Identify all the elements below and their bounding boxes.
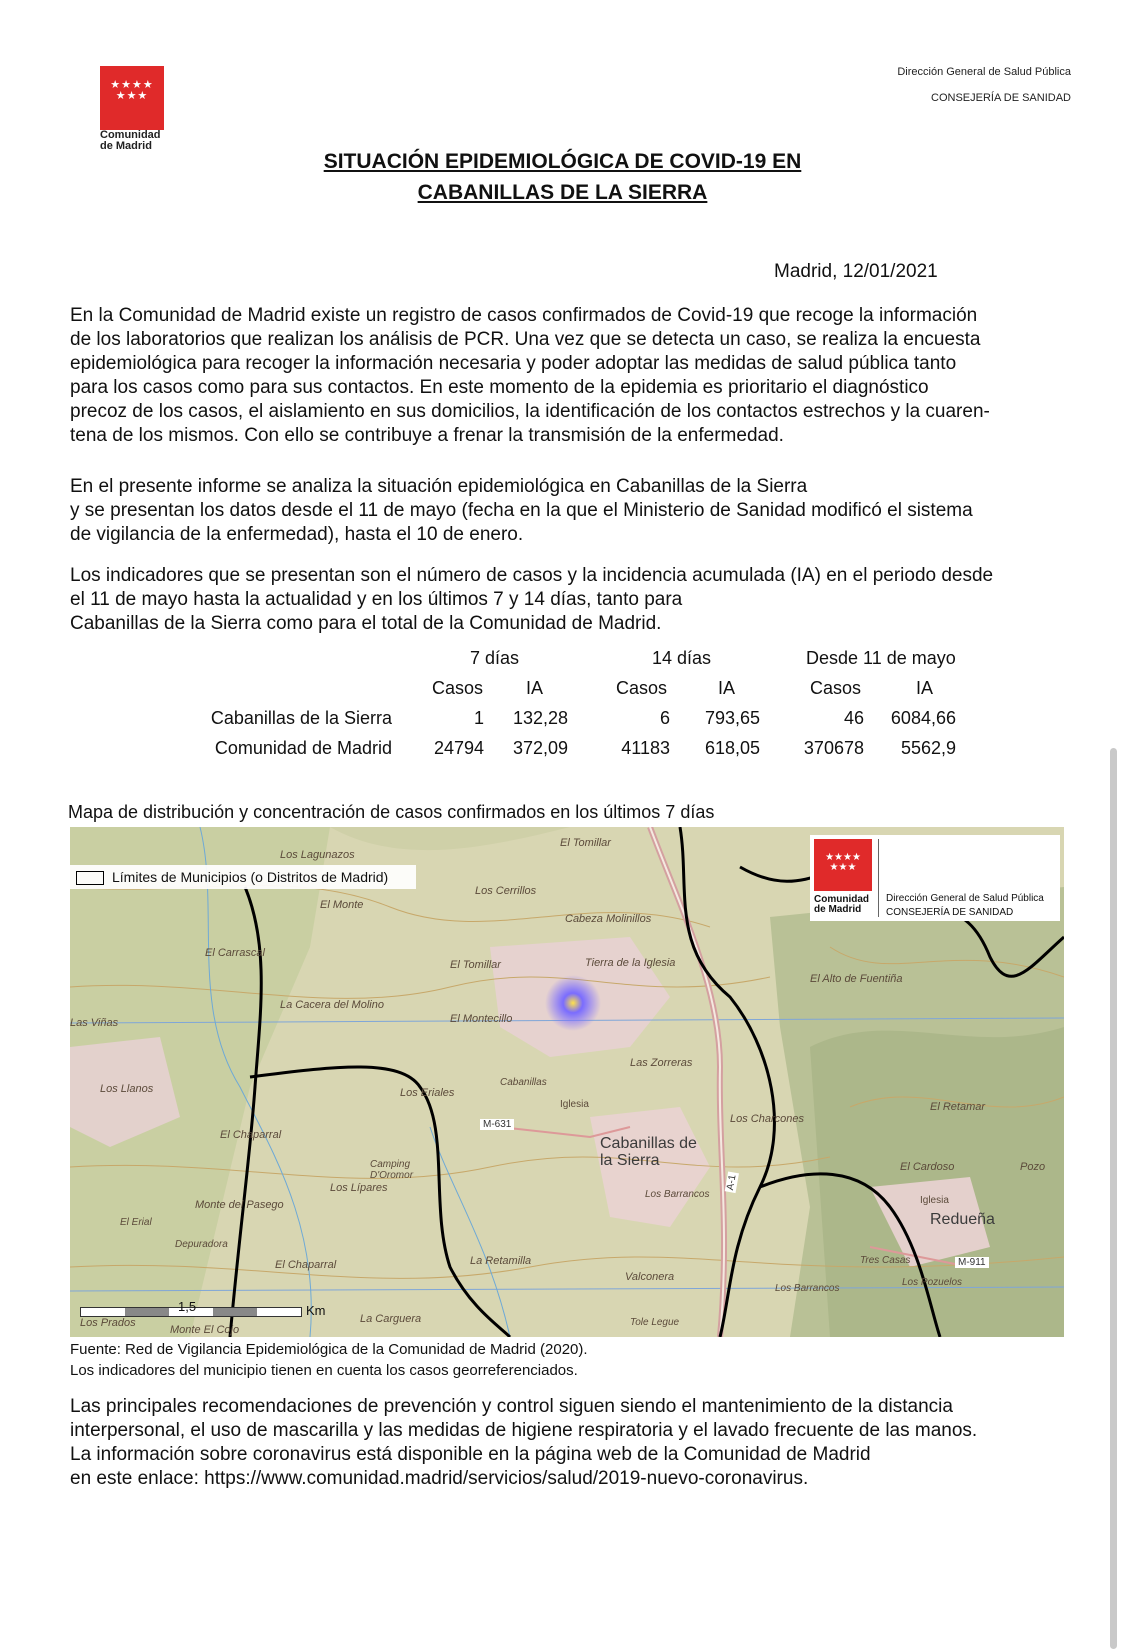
logo-text	[100, 130, 161, 152]
scale-unit: Km	[306, 1303, 326, 1318]
paragraph-line: tena de los mismos. Con ello se contribuye a frenar la transmisión de la enfermedad.	[70, 425, 784, 446]
paragraph-line: En el presente informe se analiza la situación epidemiológica en Cabanillas de la Sierra	[70, 476, 808, 497]
table-cell: 6084,66	[890, 708, 956, 728]
case-hotspot	[545, 975, 601, 1031]
map-logo-line2: de Madrid	[814, 904, 862, 915]
map-label: Los Charcones	[730, 1113, 804, 1125]
map-logo-line1: Comunidad	[814, 894, 869, 905]
intro-paragraph	[70, 304, 1085, 448]
map-label: Las Zorreras	[630, 1057, 693, 1069]
header-org-name: Dirección General de Salud Pública	[897, 66, 1071, 78]
map-label: Cabanillas	[500, 1077, 547, 1088]
map-label: El Cardoso	[900, 1161, 955, 1173]
group-header-14-days: 14 días	[652, 648, 712, 668]
table-cell: 46	[843, 708, 864, 728]
subheader-ia: IA	[526, 678, 544, 698]
subheader-casos: Casos	[432, 678, 484, 698]
map-road-label: M-631	[480, 1119, 514, 1130]
map-road-label: A-1	[725, 1173, 739, 1192]
map-label: Monte El Cojo	[170, 1324, 240, 1336]
map-label: Cabeza Molinillos	[565, 913, 652, 925]
paragraph-line: de vigilancia de la enfermedad), hasta el 10 de enero.	[70, 524, 524, 545]
paragraph-line: precoz de los casos, el aislamiento en sus domicilios, la identificación de los contactos estrechos y la cuaren-	[70, 401, 990, 422]
map-label: Los Lagunazos	[280, 849, 355, 861]
recommendations-paragraph	[70, 1395, 1085, 1491]
map-label: Las Viñas	[70, 1017, 119, 1029]
subheader-casos: Casos	[616, 678, 668, 698]
map-label: El Tomillar	[450, 959, 501, 971]
map-logo-text	[814, 895, 869, 915]
table-cell: 618,05	[704, 738, 760, 758]
map-label: Monte del Pasego	[195, 1199, 284, 1211]
table-cell: 793,65	[704, 708, 760, 728]
table-row-label: Cabanillas de la Sierra	[210, 708, 392, 728]
table-cell: 41183	[621, 738, 670, 758]
map-label: El Montecillo	[450, 1013, 513, 1025]
paragraph-line: Los indicadores que se presentan son el número de casos y la incidencia acumulada (IA) en el periodo desde	[70, 565, 994, 586]
logo-text-line1: Comunidad	[100, 129, 161, 141]
map-label: Iglesia	[920, 1195, 949, 1206]
group-header-7-days: 7 días	[470, 648, 520, 668]
logo-text-line2: de Madrid	[100, 140, 152, 152]
map-label: Tres Casas	[860, 1255, 911, 1266]
table-cell: 24794	[433, 738, 484, 758]
map-label: Los Prados	[80, 1317, 136, 1329]
map-label: Los Llanos	[100, 1083, 154, 1095]
group-header-since-may: Desde 11 de mayo	[806, 648, 956, 668]
source-note-georef: Los indicadores del municipio tienen en cuenta los casos georreferenciados.	[70, 1362, 578, 1379]
paragraph-line: La información sobre coronavirus está disponible en la página web de la Comunidad de Madrid	[70, 1444, 871, 1465]
analysis-paragraph	[70, 475, 1085, 547]
subheader-ia: IA	[916, 678, 934, 698]
map-label: Los Barrancos	[775, 1283, 840, 1294]
map-label: Los Barrancos	[645, 1189, 710, 1200]
report-date: Madrid, 12/01/2021	[774, 261, 938, 282]
map-label: El Chaparral	[220, 1129, 282, 1141]
subheader-casos: Casos	[810, 678, 862, 698]
paragraph-line: epidemiológica para recoger la información necesaria y poder adoptar las medidas de salud pública tanto	[70, 353, 957, 374]
map-label: La Retamilla	[470, 1255, 532, 1267]
map-org-line1: Dirección General de Salud Pública	[886, 893, 1044, 904]
paragraph-line: Las principales recomendaciones de prevención y control siguen siendo el mantenimiento de la distancia	[70, 1396, 953, 1417]
map-label: Iglesia	[560, 1099, 589, 1110]
map-label: Valconera	[625, 1271, 675, 1283]
map-caption: Mapa de distribución y concentración de casos confirmados en los últimos 7 días	[68, 802, 715, 822]
map-label: El Retamar	[930, 1101, 986, 1113]
table-cell: 1	[473, 708, 484, 728]
table-cell: 370678	[803, 738, 864, 758]
paragraph-line: en este enlace: https://www.comunidad.madrid/servicios/salud/2019-nuevo-coronavirus.	[70, 1468, 809, 1489]
paragraph-line: el 11 de mayo hasta la actualidad y en los últimos 7 y 14 días, tanto para	[70, 589, 683, 610]
map-label: Tierra de la Iglesia	[585, 957, 676, 969]
map-label: El Monte	[320, 899, 364, 911]
paragraph-line: de los laboratorios que realizan los análisis de PCR. Una vez que se detecta un caso, se realiza la encuesta	[70, 329, 981, 350]
map-town-label: Cabanillas de la Sierra	[600, 1135, 697, 1169]
map-org-logo-box	[810, 835, 1060, 921]
subheader-ia: IA	[718, 678, 736, 698]
table-cell: 6	[659, 708, 670, 728]
header-org-department: CONSEJERÍA DE SANIDAD	[931, 92, 1071, 104]
map-label: El Erial	[120, 1217, 152, 1228]
map-logo-stars-icon: ★★★★ ★★★	[814, 839, 872, 891]
map-town-label: Redueña	[930, 1211, 995, 1228]
page-title-line1: SITUACIÓN EPIDEMIOLÓGICA DE COVID-19 EN	[323, 150, 802, 173]
map-label: El Tomillar	[560, 837, 611, 849]
table-cell: 5562,9	[900, 738, 956, 758]
paragraph-line: Cabanillas de la Sierra como para el total de la Comunidad de Madrid.	[70, 613, 662, 634]
table-row-label: Comunidad de Madrid	[214, 738, 392, 758]
indicators-paragraph	[70, 564, 1085, 636]
distribution-map	[70, 827, 1064, 1337]
map-label: Camping D'Oromor	[370, 1159, 414, 1181]
source-note: Fuente: Red de Vigilancia Epidemiológica de la Comunidad de Madrid (2020).	[70, 1341, 588, 1358]
paragraph-line: y se presentan los datos desde el 11 de mayo (fecha en la que el Ministerio de Sanidad modificó el sistema	[70, 500, 973, 521]
map-label: Los Lípares	[330, 1182, 388, 1194]
page-title-line2: CABANILLAS DE LA SIERRA	[417, 181, 708, 204]
paragraph-line: interpersonal, el uso de mascarilla y las medidas de higiene respiratoria y el lavado frecuente de las manos.	[70, 1420, 978, 1441]
map-label: La Carguera	[360, 1313, 422, 1325]
map-label: Los Pozuelos	[902, 1277, 963, 1288]
vertical-scrollbar[interactable]	[1110, 748, 1117, 1649]
divider	[878, 839, 879, 917]
map-label: El Carrascal	[205, 947, 265, 959]
map-label: La Cacera del Molino	[280, 999, 384, 1011]
border-legend-icon	[76, 871, 104, 885]
map-legend-text: Límites de Municipios (o Distritos de Madrid)	[112, 869, 389, 885]
logo-stars-icon: ★★★★ ★★★	[110, 79, 154, 102]
map-label: Depuradora	[175, 1239, 228, 1250]
paragraph-line: En la Comunidad de Madrid existe un registro de casos confirmados de Covid-19 que recoge la información	[70, 305, 978, 326]
table-cell: 132,28	[512, 708, 568, 728]
map-label: Los Cerrillos	[475, 885, 537, 897]
map-org-line2: CONSEJERÍA DE SANIDAD	[886, 907, 1014, 918]
table-cell: 372,09	[512, 738, 568, 758]
map-label: El Alto de Fuentiña	[810, 973, 903, 985]
paragraph-line: para los casos como para sus contactos. En este momento de la epidemia es prioritario el diagnóstico	[70, 377, 929, 398]
map-label: Los Eriales	[400, 1087, 455, 1099]
map-label: Tole Legue	[630, 1317, 680, 1328]
map-label: El Chaparral	[275, 1259, 337, 1271]
scale-value: 1,5	[178, 1299, 197, 1314]
map-legend	[70, 865, 416, 889]
map-road-label: M-911	[955, 1257, 989, 1268]
map-label: Pozo	[1020, 1161, 1046, 1173]
